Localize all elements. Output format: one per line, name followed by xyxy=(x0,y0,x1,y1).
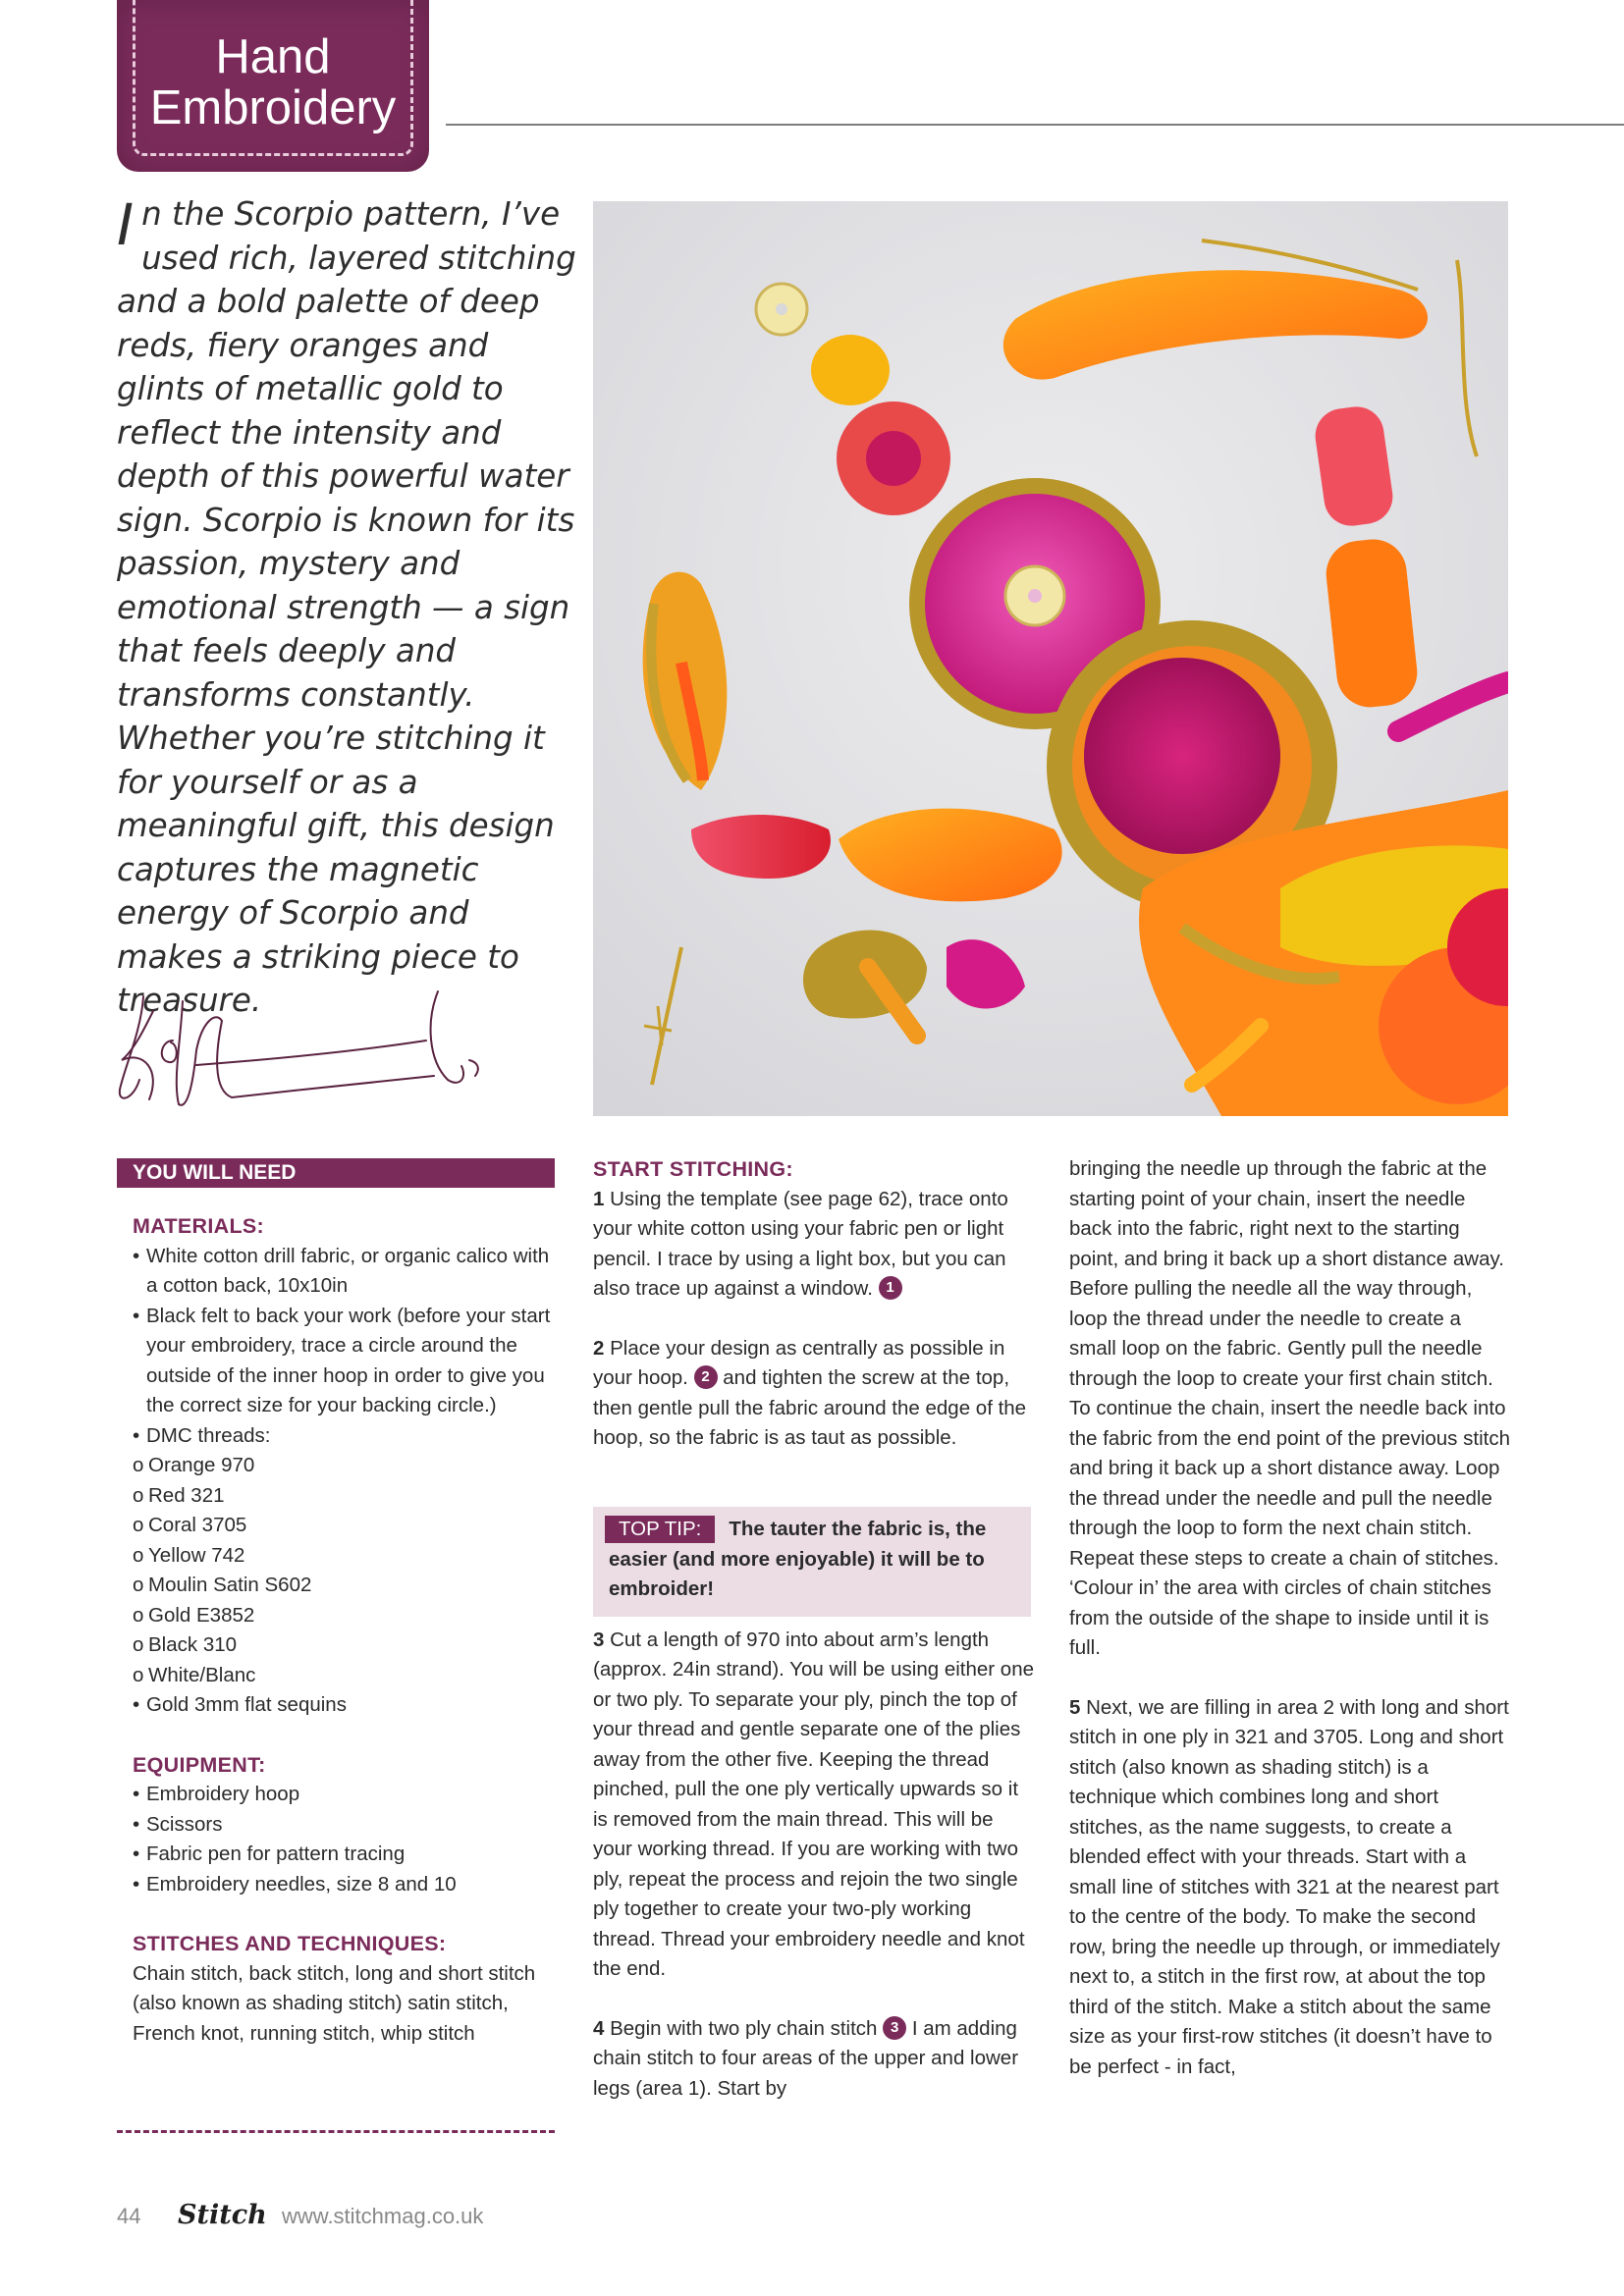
step-text: and tighten the screw at the top, then gentle pull the fabric around the edge of the hoop, so the fabric is as taut as possible. xyxy=(593,1366,1027,1449)
instructions-column-1 xyxy=(593,1154,1035,2104)
equipment-list xyxy=(133,1780,555,1899)
website-url: www.stitchmag.co.uk xyxy=(282,2204,484,2228)
materials-list xyxy=(133,1242,555,1721)
step-5 xyxy=(1069,1693,1511,2083)
step-number: 5 xyxy=(1069,1695,1081,1719)
step-text: Place your design as centrally as possible in your hoop. xyxy=(593,1336,1005,1389)
step-text: Cut a length of 970 into about arm’s length (approx. 24in strand). You will be using either one or two ply. To separate your ply, pinch the top of your thread and gentle separate one of the plies away from the other five. Keeping the thread pinched, pull the one ply vertically upwards so it is removed from the main thread. This will be your working thread. If you are working with two ply, repeat the process and rejoin the two single ply together to create your two-ply working thread. Thread your embroidery needle and knot the end. xyxy=(593,1628,1035,1980)
top-tip-label: TOP TIP: xyxy=(605,1516,715,1543)
list-item: • Embroidery hoop xyxy=(133,1780,555,1810)
step-1 xyxy=(593,1185,1035,1305)
intro-text xyxy=(117,192,578,1023)
step-text: Next, we are filling in area 2 with long and short stitch in one ply in 321 and 3705. Long and short stitch (also known as shading stitch) is a technique which combines long and short stitches, as the name suggests, to create a blended effect with your threads. Start with a small line of stitches with 321 at the nearest part to the centre of the body. To make the second row, bring the needle up through, or immediately next to, a stitch in the first row, at about the top third of the stitch. Make a stitch about the same size as your first-row stitches (it doesn’t have to be perfect - in fact, xyxy=(1069,1695,1509,2078)
you-will-need-list xyxy=(133,1211,555,2049)
list-item: • White cotton drill fabric, or organic calico with a cotton back, 10x10in xyxy=(133,1242,555,1302)
list-item: • Gold 3mm flat sequins xyxy=(133,1690,555,1721)
photo-ref-badge: 3 xyxy=(883,2016,906,2040)
section-title xyxy=(117,31,429,133)
photo-ref-badge: 2 xyxy=(694,1365,718,1389)
thread-item: o Black 310 xyxy=(133,1630,555,1661)
thread-item: o Gold E3852 xyxy=(133,1601,555,1631)
you-will-need-heading: YOU WILL NEED xyxy=(117,1158,555,1188)
materials-heading: MATERIALS: xyxy=(133,1214,264,1238)
thread-item: o White/Blanc xyxy=(133,1661,555,1691)
stitches-text: Chain stitch, back stitch, long and short stitch (also known as shading stitch) satin stitch, French knot, running stitch, whip stitch xyxy=(133,1961,536,2045)
dashed-divider xyxy=(117,2130,555,2133)
list-item: • Scissors xyxy=(133,1810,555,1841)
list-item: • DMC threads: xyxy=(133,1421,555,1452)
step-number: 3 xyxy=(593,1628,605,1651)
section-title-line2: Embroidery xyxy=(149,81,397,134)
thread-item: o Orange 970 xyxy=(133,1451,555,1481)
instructions-column-2 xyxy=(1069,1154,1511,2082)
equipment-heading: EQUIPMENT: xyxy=(133,1752,266,1777)
intro-body: n the Scorpio pattern, I’ve used rich, layered stitching and a bold palette of deep reds, fiery oranges and glints of metallic gold to reflect the intensity and depth of this powerful water sign. Scorpio is known for its passion, mystery and emotional strength — a sign that feels deeply and transforms constantly. Whether you’re stitching it for yourself or as a meaningful gift, this design captures the magnetic energy of Scorpio and makes a striking piece to treasure. xyxy=(117,195,576,1019)
list-item: • Black felt to back your work (before your start your embroidery, trace a circle around the outside of the inner hoop in order to give you the correct size for your backing circle.) xyxy=(133,1302,555,1421)
stitches-heading: STITCHES AND TECHNIQUES: xyxy=(133,1932,447,1955)
step-number: 4 xyxy=(593,2016,605,2040)
step-2 xyxy=(593,1334,1035,1454)
top-tip-box xyxy=(593,1507,1031,1617)
step-number: 2 xyxy=(593,1336,605,1360)
step-4 xyxy=(593,2014,1035,2105)
step-text: Begin with two ply chain stitch xyxy=(604,2016,884,2040)
start-stitching-heading: START STITCHING: xyxy=(593,1157,793,1181)
step-number: 1 xyxy=(593,1187,605,1210)
step-4-continued: bringing the needle up through the fabric at the starting point of your chain, insert the needle back into the fabric, right next to the starting point, and bring it back up a short distance away. Before pulling the needle all the way through, loop the thread under the needle to create a small loop on the fabric. Gently pull the needle through the loop to create your first chain stitch. To continue the chain, insert the needle back into the fabric from the end point of the previous stitch and bring it back up a short distance away. Loop the thread under the needle and pull the needle through the loop to form the next chain stitch. Repeat these steps to create a chain of stitches. ‘Colour in’ the area with circles of chain stitches from the outside of the shape to inside until it is full. xyxy=(1069,1157,1510,1659)
magazine-logo: Stitch xyxy=(178,2200,267,2230)
header-divider xyxy=(446,124,1624,126)
page-footer xyxy=(117,2199,483,2232)
page-number: 44 xyxy=(117,2204,141,2228)
intro-dropcap: I xyxy=(117,191,135,258)
top-tip-text: The tauter the fabric is, the easier (and more enjoyable) it will be to embroider! xyxy=(609,1518,987,1600)
step-text: Using the template (see page 62), trace onto your white cotton using your fabric pen or light pencil. I trace by using a light box, but you can also trace up against a window. xyxy=(593,1187,1008,1300)
photo-ref-badge: 1 xyxy=(879,1276,902,1300)
thread-item: o Yellow 742 xyxy=(133,1541,555,1572)
thread-item: o Coral 3705 xyxy=(133,1511,555,1541)
embroidery-photo xyxy=(593,201,1508,1116)
step-3 xyxy=(593,1626,1035,1985)
list-item: • Embroidery needles, size 8 and 10 xyxy=(133,1870,555,1900)
step-text: I am adding chain stitch to four areas of the upper and lower legs (area 1). Start by xyxy=(593,2016,1019,2100)
thread-item: o Moulin Satin S602 xyxy=(133,1571,555,1601)
designer-signature xyxy=(114,982,507,1119)
section-title-line1: Hand xyxy=(215,30,331,83)
thread-item: o Red 321 xyxy=(133,1481,555,1512)
section-tab xyxy=(117,0,429,172)
list-item: • Fabric pen for pattern tracing xyxy=(133,1840,555,1870)
